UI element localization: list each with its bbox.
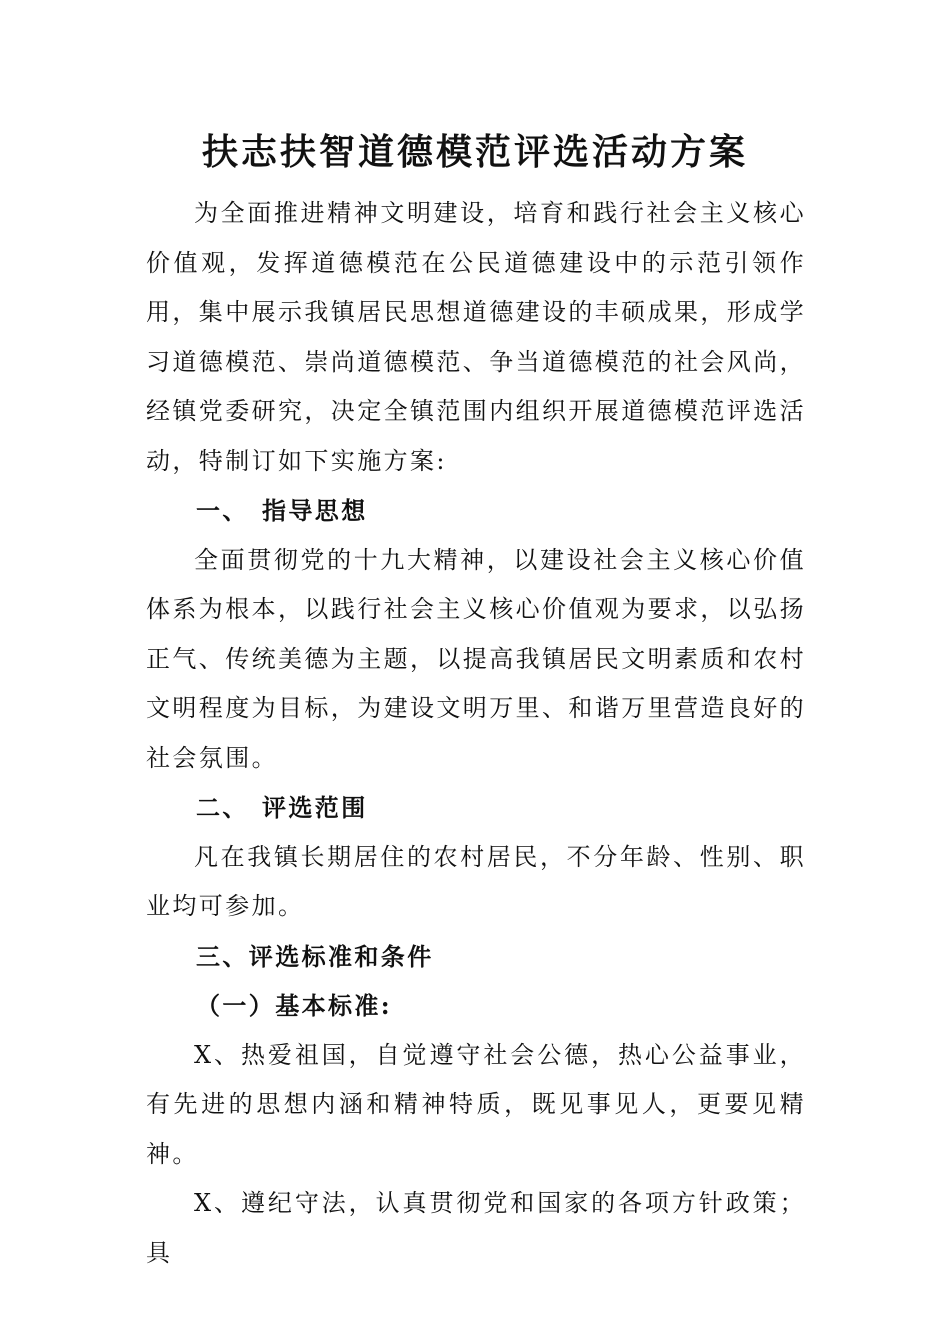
document-body [146,189,806,1278]
section-heading-guiding-thought [146,486,806,536]
intro-paragraph: 为全面推进精神文明建设，培育和践行社会主义核心价值观，发挥道德模范在公民道德建设中的示范引领作用，集中展示我镇居民思想道德建设的丰硕成果，形成学习道德模范、崇尚道德模范、争当道德模范的社会风尚，经镇党委研究，决定全镇范围内组织开展道德模范评选活动，特制订如下实施方案: [146,199,806,475]
section-heading-criteria: 三、评选标准和条件 [196,941,434,971]
section-title: 评选范围 [262,793,368,822]
subsection-heading-basic-criteria: （一）基本标准: [196,991,393,1020]
section-heading-selection-scope [146,783,806,833]
selection-scope-paragraph: 凡在我镇长期居住的农村居民，不分年龄、性别、职业均可参加。 [146,842,806,920]
section-title: 指导思想 [262,496,368,525]
section-number: 二、 [196,793,249,822]
guiding-thought-paragraph: 全面贯彻党的十九大精神，以建设社会主义核心价值体系为根本，以践行社会主义核心价值观为要求，以弘扬正气、传统美德为主题，以提高我镇居民文明素质和农村文明程度为目标，为建设文明万里、和谐万里营造良好的社会氛围。 [146,545,806,772]
section-number: 一、 [196,496,249,525]
document-title: 扶志扶智道德模范评选活动方案 [201,131,748,173]
criteria-item-2: X、遵纪守法，认真贯彻党和国家的各项方针政策；具 [146,1189,806,1267]
criteria-item-1: X、热爱祖国，自觉遵守社会公德，热心公益事业，有先进的思想内涵和精神特质，既见事见人，更要见精神。 [146,1040,806,1168]
